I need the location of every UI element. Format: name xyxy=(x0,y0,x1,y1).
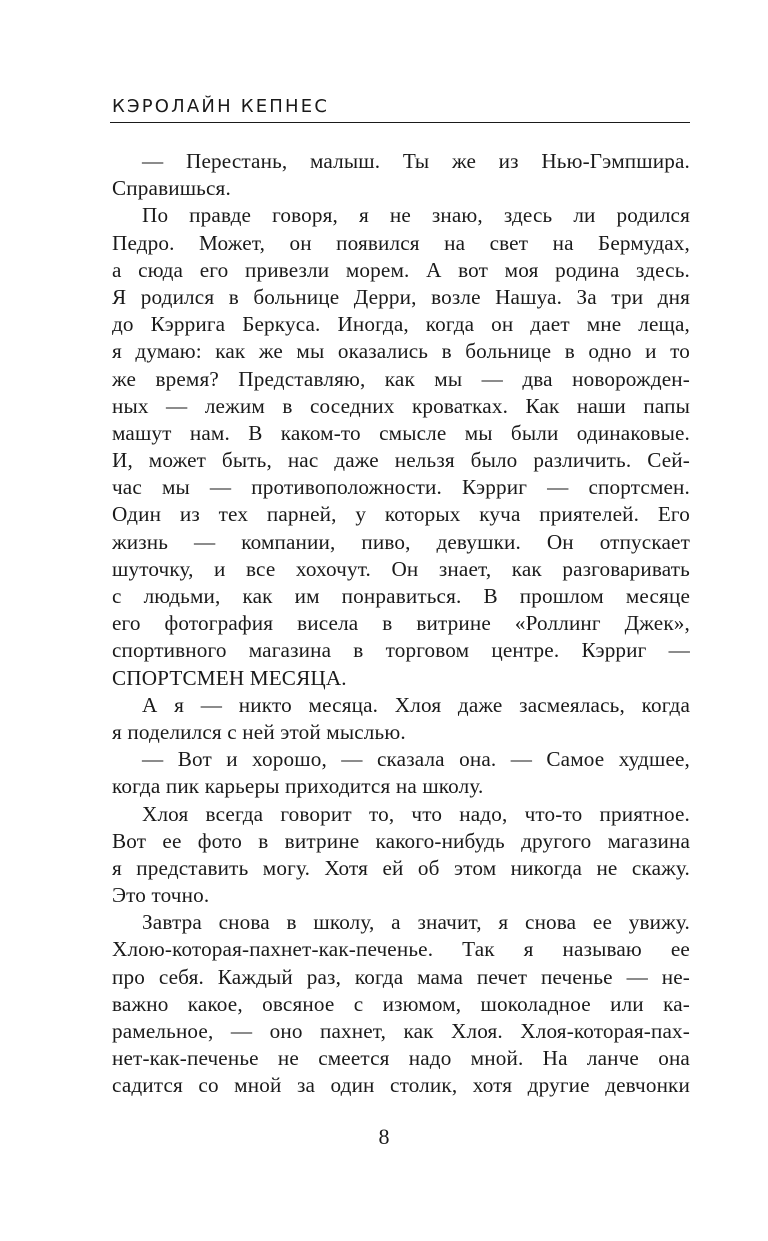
text-line: Это точно. xyxy=(112,883,210,908)
text-line: я представить могу. Хотя ей об этом никогда не скажу. xyxy=(112,855,690,880)
text-line: нет-как-печенье не смеется надо мной. На ланче она xyxy=(112,1046,690,1071)
header-rule xyxy=(110,122,690,123)
page-number: 8 xyxy=(378,1124,390,1149)
text-line: ных — лежим в соседних кроватках. Как наши папы xyxy=(112,393,690,418)
text-line: И, может быть, нас даже нельзя было различить. Сей- xyxy=(112,448,690,473)
text-line: же время? Представляю, как мы — два новорожден- xyxy=(112,366,690,391)
text-line: А я — никто месяца. Хлоя даже засмеялась, когда xyxy=(142,692,690,717)
text-line: час мы — противоположности. Кэрриг — спортсмен. xyxy=(112,475,690,500)
text-line: — Вот и хорошо, — сказала она. — Самое худшее, xyxy=(142,747,690,772)
text-line: — Перестань, малыш. Ты же из Нью-Гэмпшира. xyxy=(142,149,690,173)
text-line: СПОРТСМЕН МЕСЯЦА. xyxy=(112,665,347,690)
text-line: Я родился в больнице Дерри, возле Нашуа. За три дня xyxy=(112,284,690,309)
text-line: жизнь — компании, пиво, девушки. Он отпускает xyxy=(112,529,690,554)
text-line: я думаю: как же мы оказались в больнице в одно и то xyxy=(112,339,690,364)
text-line: до Кэррига Беркуса. Иногда, когда он дает мне леща, xyxy=(112,312,690,337)
text-line: важно какое, овсяное с изюмом, шоколадное или ка- xyxy=(112,991,690,1016)
text-line: шуточку, и все хохочут. Он знает, как разговаривать xyxy=(112,556,690,581)
text-line: я поделился с ней этой мыслью. xyxy=(112,719,406,744)
text-line: машут нам. В каком-то смысле мы были одинаковые. xyxy=(112,420,690,445)
text-line: про себя. Каждый раз, когда мама печет печенье — не- xyxy=(112,964,690,989)
text-line: Вот ее фото в витрине какого-нибудь другого магазина xyxy=(112,828,690,853)
text-line: Педро. Может, он появился на свет на Бермудах, xyxy=(112,230,690,255)
text-line: Один из тех парней, у которых куча приятелей. Его xyxy=(112,502,690,527)
body-text xyxy=(112,148,690,1100)
text-line: Хлоя всегда говорит то, что надо, что-то приятное. xyxy=(142,801,690,826)
text-line: Хлою-которая-пахнет-как-печенье. Так я называю ее xyxy=(112,937,690,962)
text-line: Завтра снова в школу, а значит, я снова ее увижу. xyxy=(142,910,690,935)
text-line: По правде говоря, я не знаю, здесь ли родился xyxy=(142,203,690,228)
text-line: спортивного магазина в торговом центре. Кэрриг — xyxy=(112,638,690,663)
text-line: когда пик карьеры приходится на школу. xyxy=(112,774,484,799)
running-head-author: КЭРОЛАЙН КЕПНЕС xyxy=(112,96,330,117)
text-line: его фотография висела в витрине «Роллинг Джек», xyxy=(112,611,690,636)
text-line: садится со мной за один столик, хотя другие девчонки xyxy=(112,1073,690,1098)
text-line: Справишься. xyxy=(112,176,231,201)
text-line: рамельное, — оно пахнет, как Хлоя. Хлоя-которая-пах- xyxy=(112,1019,690,1043)
text-line: а сюда его привезли морем. А вот моя родина здесь. xyxy=(112,257,690,282)
text-line: с людьми, как им понравиться. В прошлом месяце xyxy=(112,584,690,608)
